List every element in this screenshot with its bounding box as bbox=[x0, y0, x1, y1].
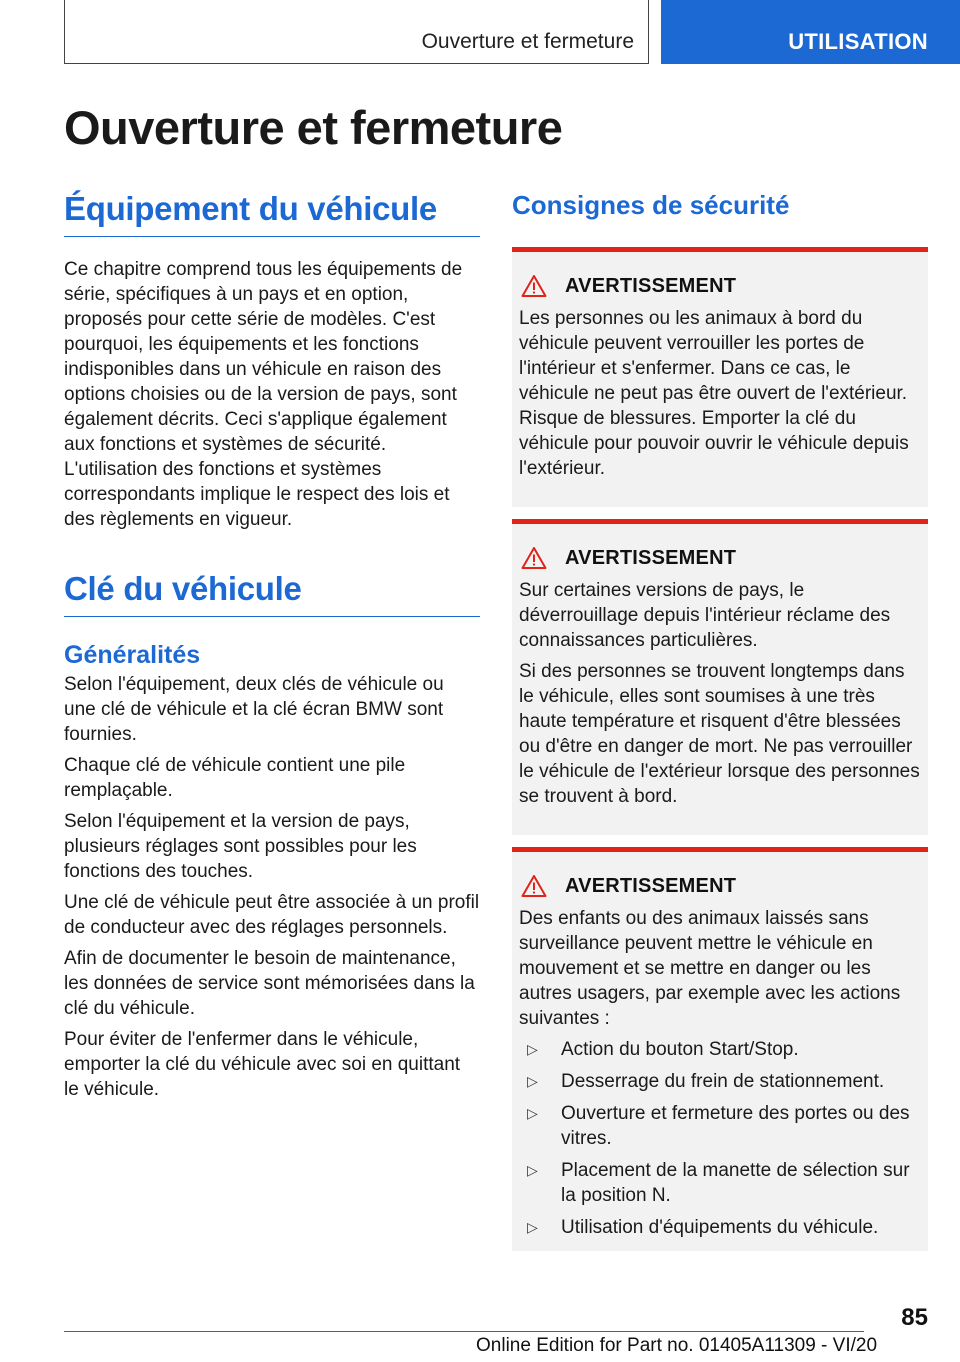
triangle-right-outline-icon: ▷ bbox=[527, 1105, 538, 1121]
footer-divider bbox=[64, 1331, 864, 1332]
warning-box-1 bbox=[512, 247, 928, 507]
right-column bbox=[512, 190, 928, 1251]
key-paragraph-3: Selon l'équipement et la version de pays, plusieurs réglages sont possibles pour les fonctions des touches. bbox=[64, 811, 417, 882]
key-paragraph-5: Afin de documenter le besoin de maintenance, les données de service sont mémorisées dans la clé du véhicule. bbox=[64, 948, 475, 1019]
left-column bbox=[64, 190, 480, 1102]
header-chapter-box bbox=[64, 0, 649, 64]
warning-triangle-icon bbox=[521, 274, 547, 298]
footer-edition: Online Edition for Part no. 01405A11309 - VI/20 bbox=[476, 1335, 878, 1356]
safety-heading: Consignes de sécurité bbox=[512, 190, 790, 220]
warning-triangle-icon bbox=[521, 546, 547, 570]
warning-2-paragraph-2: Si des personnes se trouvent longtemps dans le véhicule, elles sont soumises à une très haute température et risquent d'être blessées ou d'être en danger de mort. Ne pas verrouiller le véhicule de l'extérieur lorsque des personnes se trouvent à bord. bbox=[519, 661, 920, 807]
warning-box-3 bbox=[512, 847, 928, 1251]
key-paragraph-1: Selon l'équipement, deux clés de véhicule ou une clé de véhicule et la clé écran BMW sont fournies. bbox=[64, 674, 444, 745]
list-item: ▷ Utilisation d'équipements du véhicule. bbox=[519, 1215, 922, 1240]
warning-triangle-icon bbox=[521, 874, 547, 898]
equipment-heading: Équipement du véhicule bbox=[64, 190, 480, 237]
warning-title-3: AVERTISSEMENT bbox=[565, 874, 737, 897]
triangle-right-outline-icon: ▷ bbox=[527, 1162, 538, 1178]
key-heading: Clé du véhicule bbox=[64, 570, 480, 617]
key-subheading: Généralités bbox=[64, 641, 201, 669]
header-section-tab[interactable] bbox=[661, 0, 960, 64]
key-paragraph-6: Pour éviter de l'enfermer dans le véhicule, emporter la clé du véhicule avec soi en quittant le véhicule. bbox=[64, 1029, 461, 1100]
warning-title-2: AVERTISSEMENT bbox=[565, 546, 737, 569]
header-chapter-title: Ouverture et fermeture bbox=[421, 30, 634, 53]
list-item: ▷ Action du bouton Start/Stop. bbox=[519, 1037, 922, 1062]
triangle-right-outline-icon: ▷ bbox=[527, 1073, 538, 1089]
key-paragraph-2: Chaque clé de véhicule contient une pile remplaçable. bbox=[64, 755, 406, 801]
list-item: ▷ Placement de la manette de sélection sur la position N. bbox=[519, 1158, 922, 1208]
warning-1-paragraph-1: Les personnes ou les animaux à bord du véhicule peuvent verrouiller les portes de l'intérieur et s'enfermer. Dans ce cas, le véhicule ne peut pas être ouvert de l'extérieur. Risque de blessures. Emporter la clé du véhicule pour pouvoir ouvrir le véhicule depuis l'extérieur. bbox=[519, 308, 909, 479]
equipment-text: Ce chapitre comprend tous les équipements de série, spécifiques à un pays et en option, proposés pour cette série de modèles. C'est pourquoi, les équipements et les fonctions indisponibles dans un véhicule en raison des options choisies ou de la version de pays, sont également décrits. Ceci s'applique également aux fonctions et systèmes de sécurité. L'utilisation des fonctions et systèmes correspondants implique le respect des lois et des règlements en vigueur. bbox=[64, 259, 463, 530]
list-item: ▷ Ouverture et fermeture des portes ou des vitres. bbox=[519, 1101, 922, 1151]
warning-3-bullet-list bbox=[519, 1037, 922, 1240]
warning-box-2 bbox=[512, 519, 928, 835]
triangle-right-outline-icon: ▷ bbox=[527, 1219, 538, 1235]
list-item: ▷ Desserrage du frein de stationnement. bbox=[519, 1069, 922, 1094]
header-section-label: UTILISATION bbox=[788, 29, 928, 54]
key-paragraph-4: Une clé de véhicule peut être associée à un profil de conducteur avec des réglages personnels. bbox=[64, 892, 480, 938]
page-title: Ouverture et fermeture bbox=[64, 101, 563, 154]
warning-title-1: AVERTISSEMENT bbox=[565, 274, 737, 297]
warning-3-paragraph-1: Des enfants ou des animaux laissés sans surveillance peuvent mettre le véhicule en mouvement et se mettre en danger ou les autres usagers, par exemple avec les actions suivantes : bbox=[519, 908, 901, 1029]
triangle-right-outline-icon: ▷ bbox=[527, 1041, 538, 1057]
page-number: 85 bbox=[901, 1304, 928, 1331]
warning-2-paragraph-1: Sur certaines versions de pays, le déverrouillage depuis l'intérieur réclame des connaissances particulières. bbox=[519, 580, 891, 651]
